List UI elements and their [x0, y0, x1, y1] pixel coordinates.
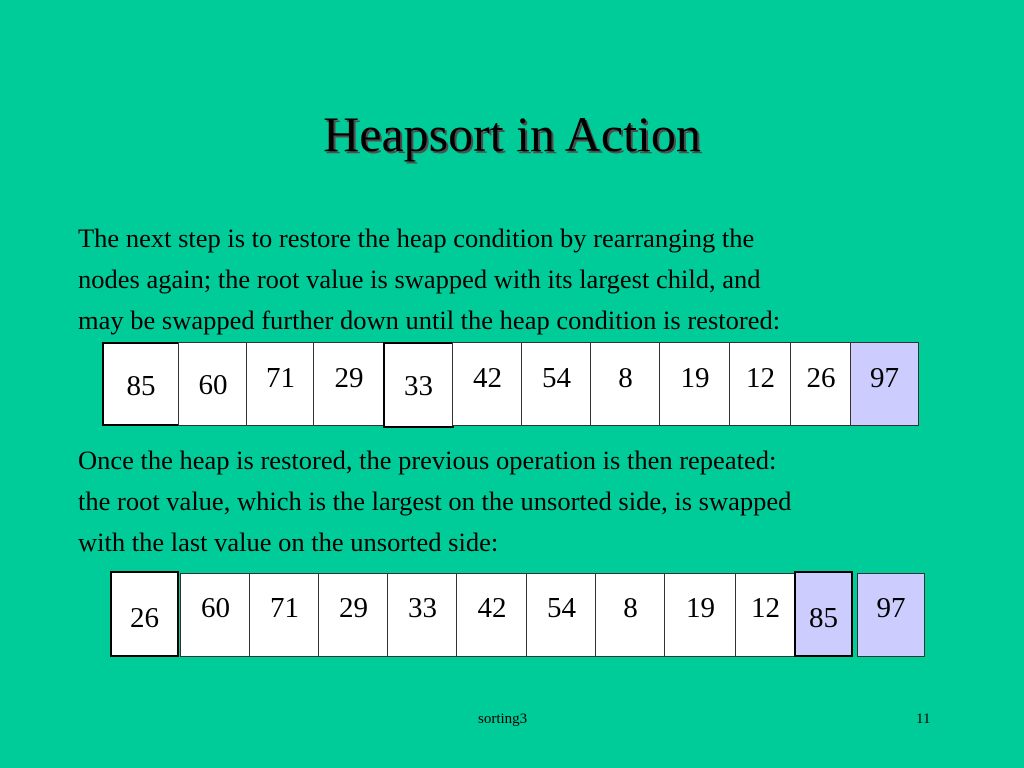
footer-filename: sorting3	[478, 711, 528, 727]
array-cell: 12	[735, 573, 796, 657]
footer-page-number: 11	[916, 711, 931, 727]
array-cell: 8	[595, 573, 666, 657]
array-cell-swapped: 85	[794, 571, 853, 657]
paragraph-line: the root value, which is the largest on the unsorted side, is swapped	[78, 486, 792, 516]
array-cell: 42	[456, 573, 528, 657]
paragraph-line: with the last value on the unsorted side:	[78, 527, 499, 557]
array-cell: 33	[387, 573, 458, 657]
array-cell: 19	[664, 573, 737, 657]
paragraph-line: The next step is to restore the heap condition by rearranging the	[78, 223, 755, 253]
paragraph-line: may be swapped further down until the heap condition is restored:	[78, 305, 781, 335]
array-cell: 19	[659, 342, 731, 426]
array-cell: 60	[180, 573, 251, 657]
array-cell: 29	[313, 342, 385, 426]
paragraph-line: Once the heap is restored, the previous operation is then repeated:	[78, 445, 777, 475]
array-cell: 71	[249, 573, 320, 657]
array-cell: 60	[178, 342, 248, 426]
array-cell: 8	[590, 342, 661, 426]
paragraph-repeat-operation	[78, 440, 1008, 563]
paragraph-line: nodes again; the root value is swapped with its largest child, and	[78, 264, 761, 294]
slide-title: Heapsort in Action	[323, 106, 701, 162]
array-cell: 54	[526, 573, 597, 657]
array-cell: 12	[729, 342, 792, 426]
array-cell: 54	[521, 342, 592, 426]
array-cell: 26	[110, 571, 179, 657]
array-cell: 33	[383, 342, 454, 428]
array-cell: 29	[318, 573, 389, 657]
array-cell: 42	[452, 342, 523, 426]
array-cell-sorted: 97	[857, 573, 925, 657]
array-cell: 85	[102, 342, 180, 426]
paragraph-restore-heap	[78, 218, 1008, 341]
array-cell: 26	[790, 342, 852, 426]
array-cell-sorted: 97	[850, 342, 919, 426]
array-cell: 71	[246, 342, 315, 426]
